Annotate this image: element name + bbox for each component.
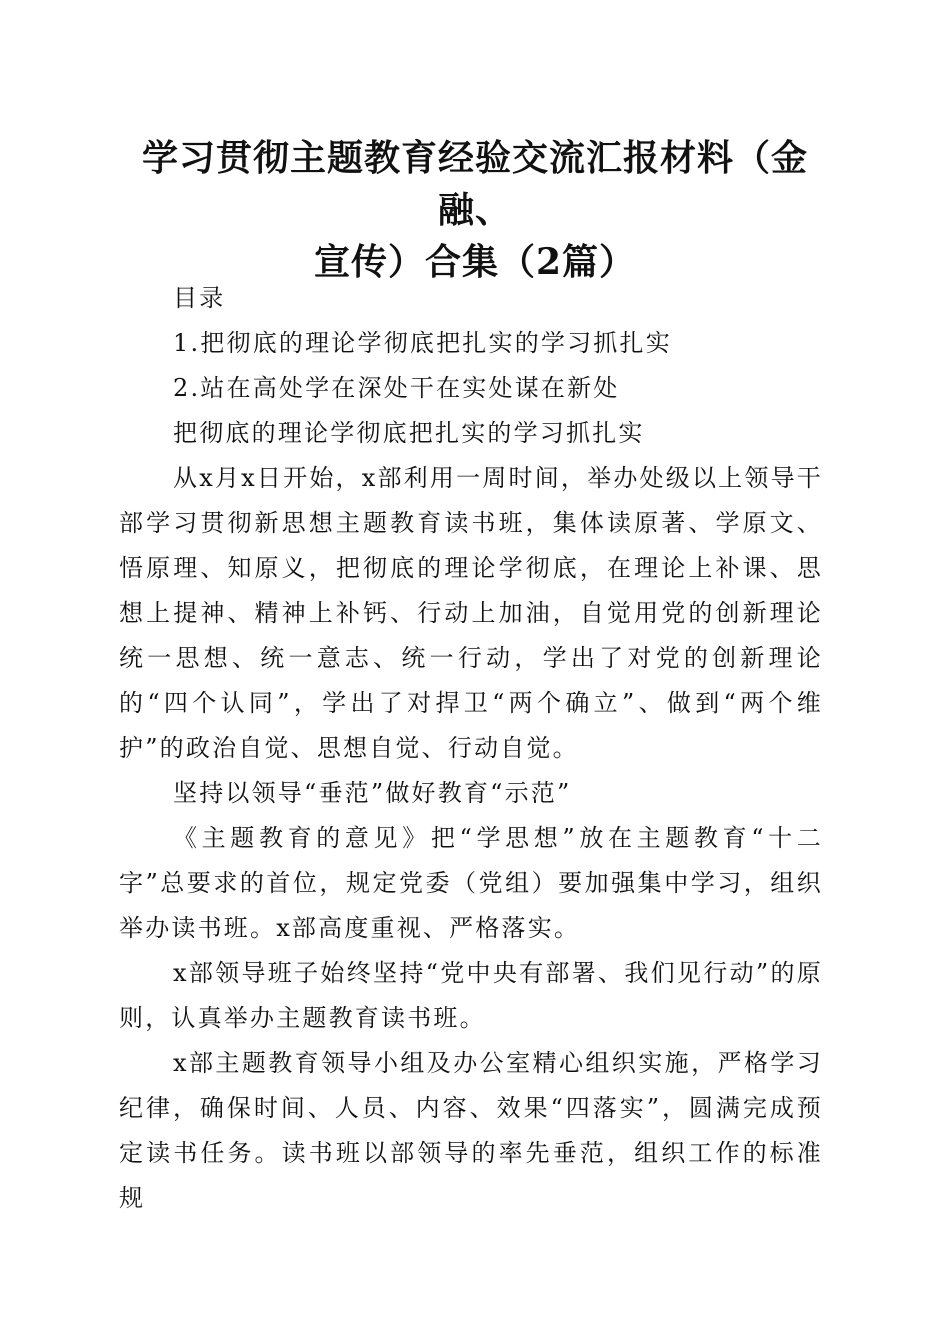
body-paragraph-3: x部领导班子始终坚持“党中央有部署、我们见行动”的原则，认真举办主题教育读书班。 [119,959,823,1032]
toc-item-2: 2.站在高处学在深处干在实处谋在新处 [173,374,620,402]
toc-item-1: 1.把彻底的理论学彻底把扎实的学习抓扎实 [173,329,672,357]
title-line-1: 学习贯彻主题教育经验交流汇报材料（金融、 [141,137,808,231]
section-heading-1: 把彻底的理论学彻底把扎实的学习抓扎实 [173,419,645,447]
document-body [119,276,823,1221]
body-paragraph-1: 从x月x日开始，x部利用一周时间，举办处级以上领导干部学习贯彻新思想主题教育读书班，集体读原著、学原文、悟原理、知原义，把彻底的理论学彻底，在理论上补课、思想上提神、精神上补钙、行动上加油，自觉用党的创新理论统一思想、统一意志、统一行动，学出了对党的创新理论的“四个认同”，学出了对捍卫“两个确立”、做到“两个维护”的政治自觉、思想自觉、行动自觉。 [119,464,823,762]
body-paragraph-2: 《主题教育的意见》把“学思想”放在主题教育“十二字”总要求的首位，规定党委（党组）要加强集中学习，组织举办读书班。x部高度重视、严格落实。 [119,824,823,942]
document-title [110,132,840,288]
body-paragraph-4: x部主题教育领导小组及办公室精心组织实施，严格学习纪律，确保时间、人员、内容、效果“四落实”，圆满完成预定读书任务。读书班以部领导的率先垂范，组织工作的标准规 [119,1049,823,1212]
toc-heading: 目录 [173,284,226,312]
title-line-2: 宣传）合集（2篇） [313,241,637,283]
subheading-1: 坚持以领导“垂范”做好教育“示范” [173,779,572,807]
